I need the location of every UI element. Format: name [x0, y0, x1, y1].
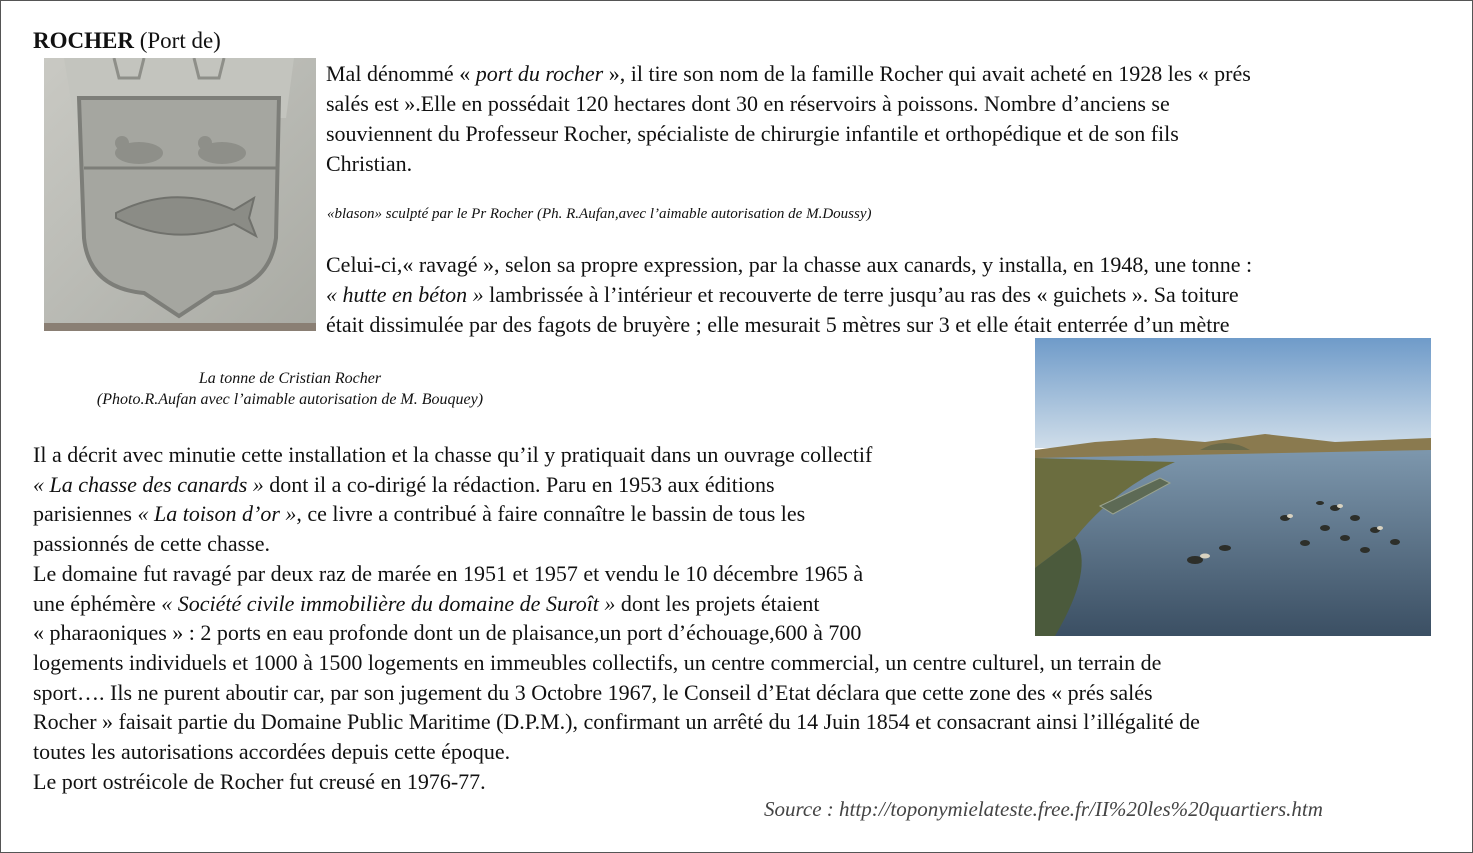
body-l3 — [33, 499, 1200, 529]
heading-suffix: (Port de) — [139, 28, 221, 53]
intro-l2: salés est ».Elle en possédait 120 hectares dont 30 en réservoirs à poissons. Nombre d’anciens se — [326, 91, 1170, 116]
intro-l1b: », il tire son nom de la famille Rocher qui avait acheté en 1928 les « prés — [603, 61, 1251, 86]
intro-paragraph — [326, 59, 1436, 179]
body-l6 — [33, 589, 1200, 619]
tonne-l1: Celui-ci,« ravagé », selon sa propre expression, par la chasse aux canards, y installa, en 1948, une tonne : — [326, 252, 1253, 277]
tonne-caption — [60, 368, 520, 410]
intro-l4: Christian. — [326, 151, 413, 176]
body-l8: logements individuels et 1000 à 1500 logements en immeubles collectifs, un centre commercial, un centre culturel, un terrain de — [33, 649, 1162, 675]
intro-l3: souviennent du Professeur Rocher, spécialiste de chirurgie infantile et orthopédique et de son fils — [326, 121, 1179, 146]
tonne-paragraph — [326, 250, 1446, 340]
blason-photo — [44, 58, 316, 331]
main-text — [33, 440, 1200, 796]
body-l9: sport…. Ils ne purent aboutir car, par son jugement du 3 Octobre 1967, le Conseil d’Etat déclara que cette zone des « prés salés — [33, 679, 1153, 705]
heading-name: ROCHER — [33, 28, 134, 53]
body-l10: Rocher » faisait partie du Domaine Public Maritime (D.P.M.), confirmant un arrêté du 14 Juin 1854 et consacrant ainsi l’illégalité de — [33, 709, 1200, 735]
body-l12: Le port ostréicole de Rocher fut creusé en 1976-77. — [33, 768, 486, 794]
body-l11: toutes les autorisations accordées depuis cette époque. — [33, 739, 511, 765]
body-l1: Il a décrit avec minutie cette installation et la chasse qu’il y pratiquait dans un ouvrage collectif — [33, 442, 873, 467]
tonne-l2i: « hutte en béton » — [326, 282, 484, 307]
tonne-l2b: lambrissée à l’intérieur et recouverte de terre jusqu’au ras des « guichets ». Sa toiture — [483, 282, 1239, 307]
body-l2i: « La chasse des canards » — [33, 471, 264, 497]
blason-caption: «blason» sculpté par le Pr Rocher (Ph. R.Aufan,avec l’aimable autorisation de M.Doussy) — [327, 206, 872, 222]
body-l6a: une éphémère — [33, 590, 162, 616]
body-l6b: dont les projets étaient — [615, 590, 820, 616]
body-l7: « pharaoniques » : 2 ports en eau profonde dont un de plaisance,un port d’échouage,600 à 700 — [33, 620, 862, 646]
tonne-caption-l2: (Photo.R.Aufan avec l’aimable autorisation de M. Bouquey) — [96, 391, 484, 408]
body-l3i: « La toison d’or » — [137, 501, 297, 527]
body-l6i: « Société civile immobilière du domaine de Suroît » — [161, 590, 616, 616]
tonne-caption-l1: La tonne de Cristian Rocher — [198, 370, 382, 387]
intro-l1i: port du rocher — [475, 61, 604, 86]
article-heading — [33, 28, 221, 54]
intro-l1a: Mal dénommé « — [326, 61, 476, 86]
body-l3a: parisiennes — [33, 501, 138, 527]
body-l4: passionnés de cette chasse. — [33, 531, 271, 557]
body-l2 — [33, 470, 1200, 500]
body-l3b: , ce livre a contribué à faire connaître le bassin de tous les — [296, 501, 806, 527]
body-l5: Le domaine fut ravagé par deux raz de marée en 1951 et 1957 et vendu le 10 décembre 1965 à — [33, 560, 864, 586]
body-l2b: dont il a co-dirigé la rédaction. Paru en 1953 aux éditions — [263, 471, 775, 497]
tonne-l3: était dissimulée par des fagots de bruyère ; elle mesurait 5 mètres sur 3 et elle était enterrée d’un mètre — [326, 312, 1230, 337]
source-link[interactable]: Source : http://toponymielateste.free.fr/II%20les%20quartiers.htm — [764, 797, 1323, 821]
